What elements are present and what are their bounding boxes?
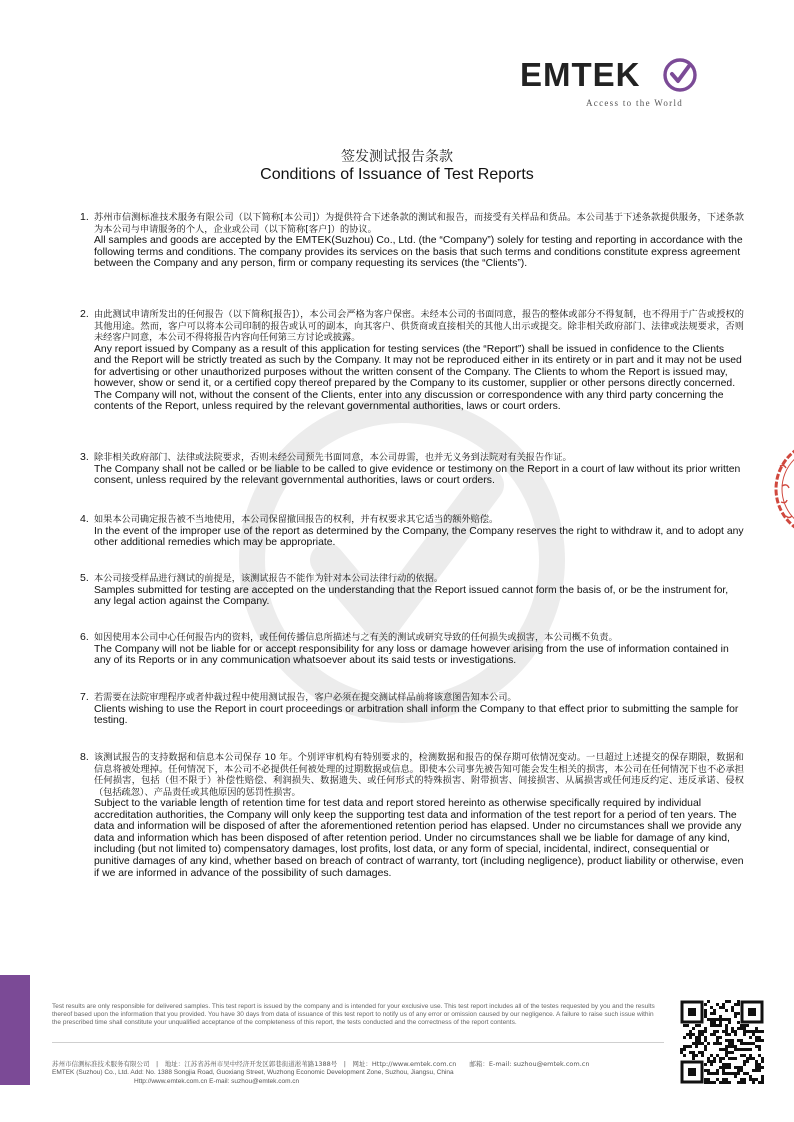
clause-text-en: The Company shall not be called or be liable to be called to give evidence or testimony on the Report in a court of law without its prior written consent, unless required by the relevant governmental authorities, laws or court orders. <box>94 463 741 487</box>
clause-text-cn: 如果本公司确定报告被不当地使用，本公司保留撤回报告的权利，并有权要求其它适当的额外赔偿。 <box>94 514 499 525</box>
footer-address <box>52 1060 672 1086</box>
clause-text-en: All samples and goods are accepted by the EMTEK(Suzhou) Co., Ltd. (the “Company”) solely for testing and reporting in accordance with the following terms and conditions. The company provides its services on the basis that such terms and conditions constitute express agreement between the Company and any person, firm or company requesting its services (the “Clients”). <box>94 235 743 270</box>
clause-text-cn: 本公司接受样品进行测试的前提是，该测试报告不能作为针对本公司法律行动的依据。 <box>94 573 444 584</box>
emtek-check-circle-icon <box>662 57 698 93</box>
clause-text-cn: 由此测试申请所发出的任何报告（以下简称[报告]），本公司会严格为客户保密。未经本公司的书面同意，报告的整体或部分不得复制，也不得用于广告或授权的其他用途。然而，客户可以将本公司印制的报告或认可的副本，向其客户、供货商或直接相关的其他人出示或提交。除非相关政府部门、法律或法规要求，否则未经客户同意，本公司不得将报告内容向任何第三方讨论或披露。 <box>94 309 744 343</box>
clause-text-en: The Company will not be liable for or accept responsibility for any loss or damage however arising from the use of information contained in any of its Reports or in any communication whatsoever about its said tests or investigations. <box>94 643 729 667</box>
footer-address-cn: 苏州市信测标准技术服务有限公司 | 地址：江苏省苏州市吴中经济开发区郭巷街道淞苇路1388号 | 网址：Http://www.emtek.com.cn 邮箱：E-mail: suzhou@emtek.com.cn <box>52 1060 590 1068</box>
clause-number: 1. <box>80 211 89 223</box>
clause-2 <box>80 309 744 413</box>
footer-divider <box>52 1042 664 1043</box>
qr-code-icon <box>680 1000 764 1084</box>
clause-text-cn: 该测试报告的支持数据和信息本公司保存 10 年。个别评审机构有特别要求的，检测数据和报告的保存期可依情况变动。一旦超过上述提交的保存期限，数据和信息将被处理掉。任何情况下，本公司不必提供任何被处理的过期数据或信息。即使本公司事先被告知可能会发生相关的损害，本公司在任何情况下也不必承担任何损害，包括（但不限于）补偿性赔偿、利润损失、数据遗失、或任何形式的特殊损害、附带损害、间接损害、从属损害或任何违反约定、违反承诺、侵权（包括疏忽）、产品责任或其他原因的惩罚性损害。 <box>94 752 744 798</box>
clause-number: 7. <box>80 691 89 703</box>
clause-number: 8. <box>80 751 89 763</box>
clause-number: 3. <box>80 451 89 463</box>
clause-8 <box>80 752 744 879</box>
clause-text-en: In the event of the improper use of the report as determined by the Company, the Company reserves the right to withdraw it, and to adopt any other additional remedies which may be appropriate. <box>94 525 744 549</box>
watermark-logo-icon <box>232 390 572 730</box>
logo-tagline: Access to the World <box>586 98 684 108</box>
clause-number: 4. <box>80 513 89 525</box>
page-title-en: Conditions of Issuance of Test Reports <box>260 166 534 183</box>
clause-text-cn: 若需要在法院审理程序或者仲裁过程中使用测试报告，客户必须在提交测试样品前将该意图告知本公司。 <box>94 692 517 703</box>
clause-text-cn: 如因使用本公司中心任何报告内的资料，或任何传播信息所描述与之有关的测试或研究导致的任何损失或损害，本公司概不负责。 <box>94 632 618 643</box>
footer-accent-bar <box>0 975 30 1085</box>
clause-number: 6. <box>80 631 89 643</box>
clause-3 <box>80 452 744 487</box>
clause-text-cn: 苏州市信测标准技术服务有限公司（以下简称[本公司]）为提供符合下述条款的测试和报告，而接受有关样品和货品。本公司基于下述条款提供服务，下述条款为本公司与申请服务的个人，企业或公司（以下简称[客户]）的协议。 <box>94 212 744 235</box>
footer-disclaimer: Test results are only responsible for delivered samples. This test report is issued by the company and is intended for your exclusive use. This test report includes all of the testes requested by you and the results thereof based upon the information that you provided. You have 30 days from data of issuance of this test report to notify us of any error or omission caused by our negligence. A failure to raise such issue within the prescribed time shall constitute your unqualified acceptance of the completeness of this report, the tests conducted and the correctness of the report contents. <box>52 1003 655 1027</box>
page-title-cn: 签发测试报告条款 <box>341 149 453 165</box>
clause-text-en: Subject to the variable length of retention time for test data and report stored hereinto as otherwise specifically required by individual accreditation authorities, the Company will only keep the supporting test data and information of the test report for a period of ten years. The data and information will be disposed of after the aforementioned retention period has elapsed. Under no circumstances shall we provide any data and information which has been disposed of after retention period. Under no circumstances shall we be liable for damage of any kind, including (but not limited to) compensatory damages, lost profits, lost data, or any form of special, incidental, indirect, consequential or punitive damages of any kind, whether based on breach of contract of warranty, tort (including negligence), product liability or otherwise, even if we are informed in advance of the possibility of such damages. <box>94 798 744 879</box>
footer-address-en: EMTEK (Suzhou) Co., Ltd. Add: No. 1388 Songjia Road, Guoxiang Street, Wuzhong Economic Development Zone, Suzhou, Jiangsu, China <box>52 1068 454 1076</box>
clause-number: 5. <box>80 572 89 584</box>
clause-number: 2. <box>80 308 89 320</box>
clause-text-en: Samples submitted for testing are accepted on the understanding that the Report issued cannot form the basis of, or be the instrument for, any legal action against the Company. <box>94 584 729 608</box>
clause-text-cn: 除非相关政府部门、法律或法院要求，否则未经公司预先书面同意，本公司毋需，也并无义务到法院对有关报告作证。 <box>94 452 572 463</box>
clause-5 <box>80 573 744 608</box>
footer-web-email: Http://www.emtek.com.cn E-mail: suzhou@emtek.com.cn <box>134 1077 300 1085</box>
clause-6 <box>80 632 744 667</box>
logo-wordmark: EMTEK <box>520 56 641 93</box>
company-seal-stamp-icon <box>772 436 794 542</box>
clause-text-en: Clients wishing to use the Report in court proceedings or arbitration shall inform the Company to that effect prior to submitting the sample for testing. <box>94 703 739 727</box>
clause-4 <box>80 514 744 549</box>
clause-text-en: Any report issued by Company as a result of this application for testing services (the “Report”) shall be issued in confidence to the Clients and the Report will be strictly treated as such by the Company. It may not be reproduced either in its entirety or in part and it may not be used for advertising or other unauthorized purposes without the written consent of the Company. The Clients to whom the Report is issued may, however, show or send it, or a certified copy thereof prepared by the Company to its customer, supplier or other persons directly concerned. The Company will not, without the consent of the Clients, enter into any discussion or correspondence with any third party concerning the contents of the Report, unless required by the relevant governmental authorities, laws or court orders. <box>94 343 742 413</box>
emtek-logo <box>520 52 710 114</box>
clause-1 <box>80 212 744 270</box>
clause-7 <box>80 692 744 727</box>
